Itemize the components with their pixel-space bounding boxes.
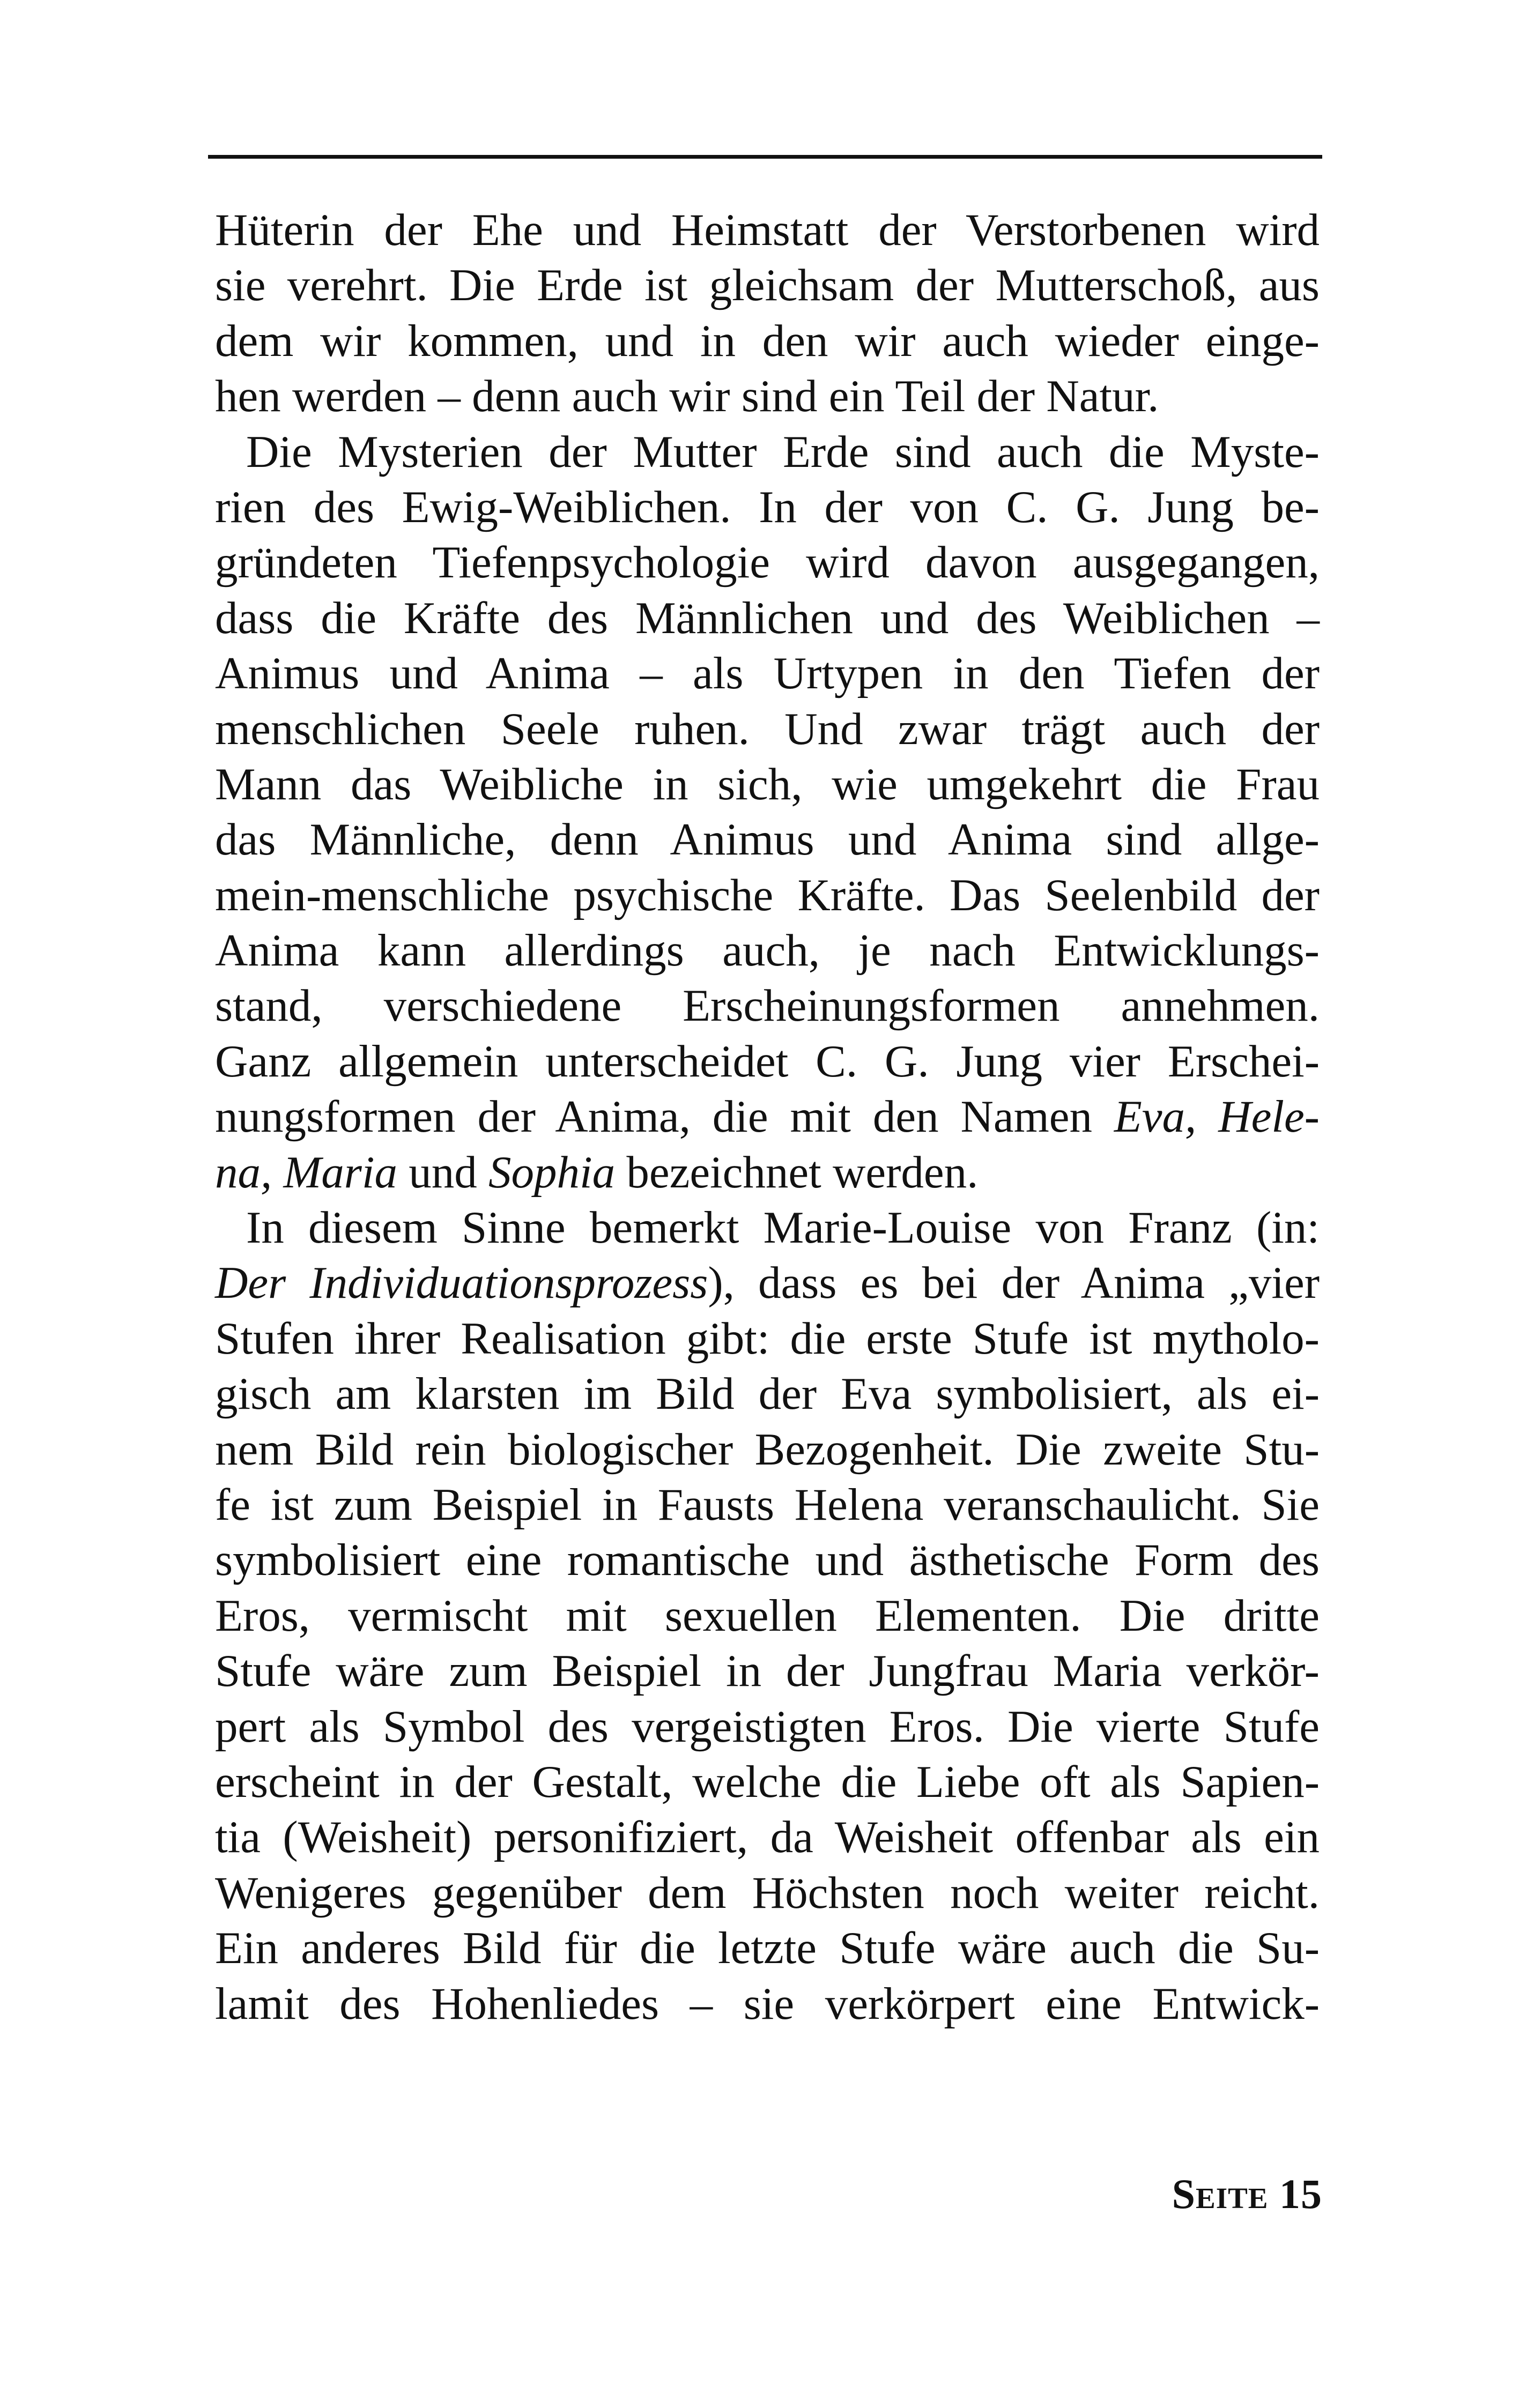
text-line: mein-menschliche psychische Kräfte. Das Seelenbild der: [215, 869, 1320, 920]
text-line: das Männliche, denn Animus und Anima sind allge-: [215, 814, 1320, 865]
text-line: Stufen ihrer Realisation gibt: die erste Stufe ist mytholo-: [215, 1313, 1320, 1364]
text-line: pert als Symbol des vergeistigten Eros. Die vierte Stufe: [215, 1701, 1320, 1752]
text-line: hen werden – denn auch wir sind ein Teil der Natur.: [215, 371, 1159, 422]
text-line: stand, verschiedene Erscheinungsformen annehmen.: [215, 980, 1320, 1031]
text-line: [215, 1145, 1320, 1200]
text-line: [215, 1089, 1320, 1144]
text-line: gründeten Tiefenpsychologie wird davon ausgegangen,: [215, 537, 1320, 588]
text-line: Wenigeres gegenüber dem Höchsten noch weiter reicht.: [215, 1867, 1320, 1918]
text-line: Mann das Weibliche in sich, wie umgekehrt die Frau: [215, 759, 1320, 809]
text-segment: und: [397, 1147, 488, 1198]
page-number-value: 15: [1279, 2171, 1322, 2217]
text-line: rien des Ewig-Weiblichen. In der von C. G. Jung be-: [215, 481, 1320, 532]
text-line: Ein anderes Bild für die letzte Stufe wäre auch die Su-: [215, 1923, 1320, 1974]
text-segment: bezeichnet werden.: [615, 1147, 979, 1198]
text-line: Eros, vermischt mit sexuellen Elementen. Die dritte: [215, 1590, 1320, 1641]
text-line: Stufe wäre zum Beispiel in der Jungfrau Maria verkör-: [215, 1646, 1320, 1697]
text-line: Anima kann allerdings auch, je nach Entwicklungs-: [215, 925, 1320, 976]
text-line: sie verehrt. Die Erde ist gleichsam der Mutterschoß, aus: [215, 260, 1320, 311]
text-line: tia (Weisheit) personifiziert, da Weisheit offenbar als ein: [215, 1812, 1320, 1863]
text-line: Animus und Anima – als Urtypen in den Tiefen der: [215, 648, 1320, 699]
body-text: [215, 203, 1320, 2032]
text-line: Ganz allgemein unterscheidet C. G. Jung vier Erschei-: [215, 1036, 1320, 1087]
text-line: fe ist zum Beispiel in Fausts Helena veranschaulicht. Sie: [215, 1479, 1320, 1530]
italic-segment: Der Individuationsprozess: [215, 1258, 708, 1309]
italic-segment: Eva, Hele-: [1114, 1091, 1320, 1142]
text-line: lamit des Hohenliedes – sie verkörpert eine Entwick-: [215, 1978, 1320, 2029]
text-line: Die Mysterien der Mutter Erde sind auch die Myste-: [246, 426, 1320, 477]
text-line: Hüterin der Ehe und Heimstatt der Verstorbenen wird: [215, 205, 1320, 255]
page-label: Seite: [1172, 2171, 1269, 2217]
text-segment: nungsformen der Anima, die mit den Namen: [215, 1091, 1114, 1142]
italic-segment: na, Maria: [215, 1147, 397, 1198]
text-line: In diesem Sinne bemerkt Marie-Louise von Franz (in:: [246, 1202, 1320, 1253]
text-segment: ), dass es bei der Anima „vier: [708, 1258, 1320, 1309]
text-line: gisch am klarsten im Bild der Eva symbolisiert, als ei-: [215, 1369, 1320, 1419]
text-line: symbolisiert eine romantische und ästhetische Form des: [215, 1535, 1320, 1586]
header-rule: [208, 155, 1322, 159]
page-number: [1172, 2170, 1322, 2218]
italic-segment: Sophia: [488, 1147, 616, 1198]
text-line: dem wir kommen, und in den wir auch wieder einge-: [215, 315, 1320, 366]
text-line: nem Bild rein biologischer Bezogenheit. Die zweite Stu-: [215, 1424, 1320, 1475]
text-line: dass die Kräfte des Männlichen und des Weiblichen –: [215, 592, 1320, 643]
text-line: menschlichen Seele ruhen. Und zwar trägt auch der: [215, 703, 1320, 754]
text-line: [215, 1255, 1320, 1311]
text-line: erscheint in der Gestalt, welche die Liebe oft als Sapien-: [215, 1756, 1320, 1807]
